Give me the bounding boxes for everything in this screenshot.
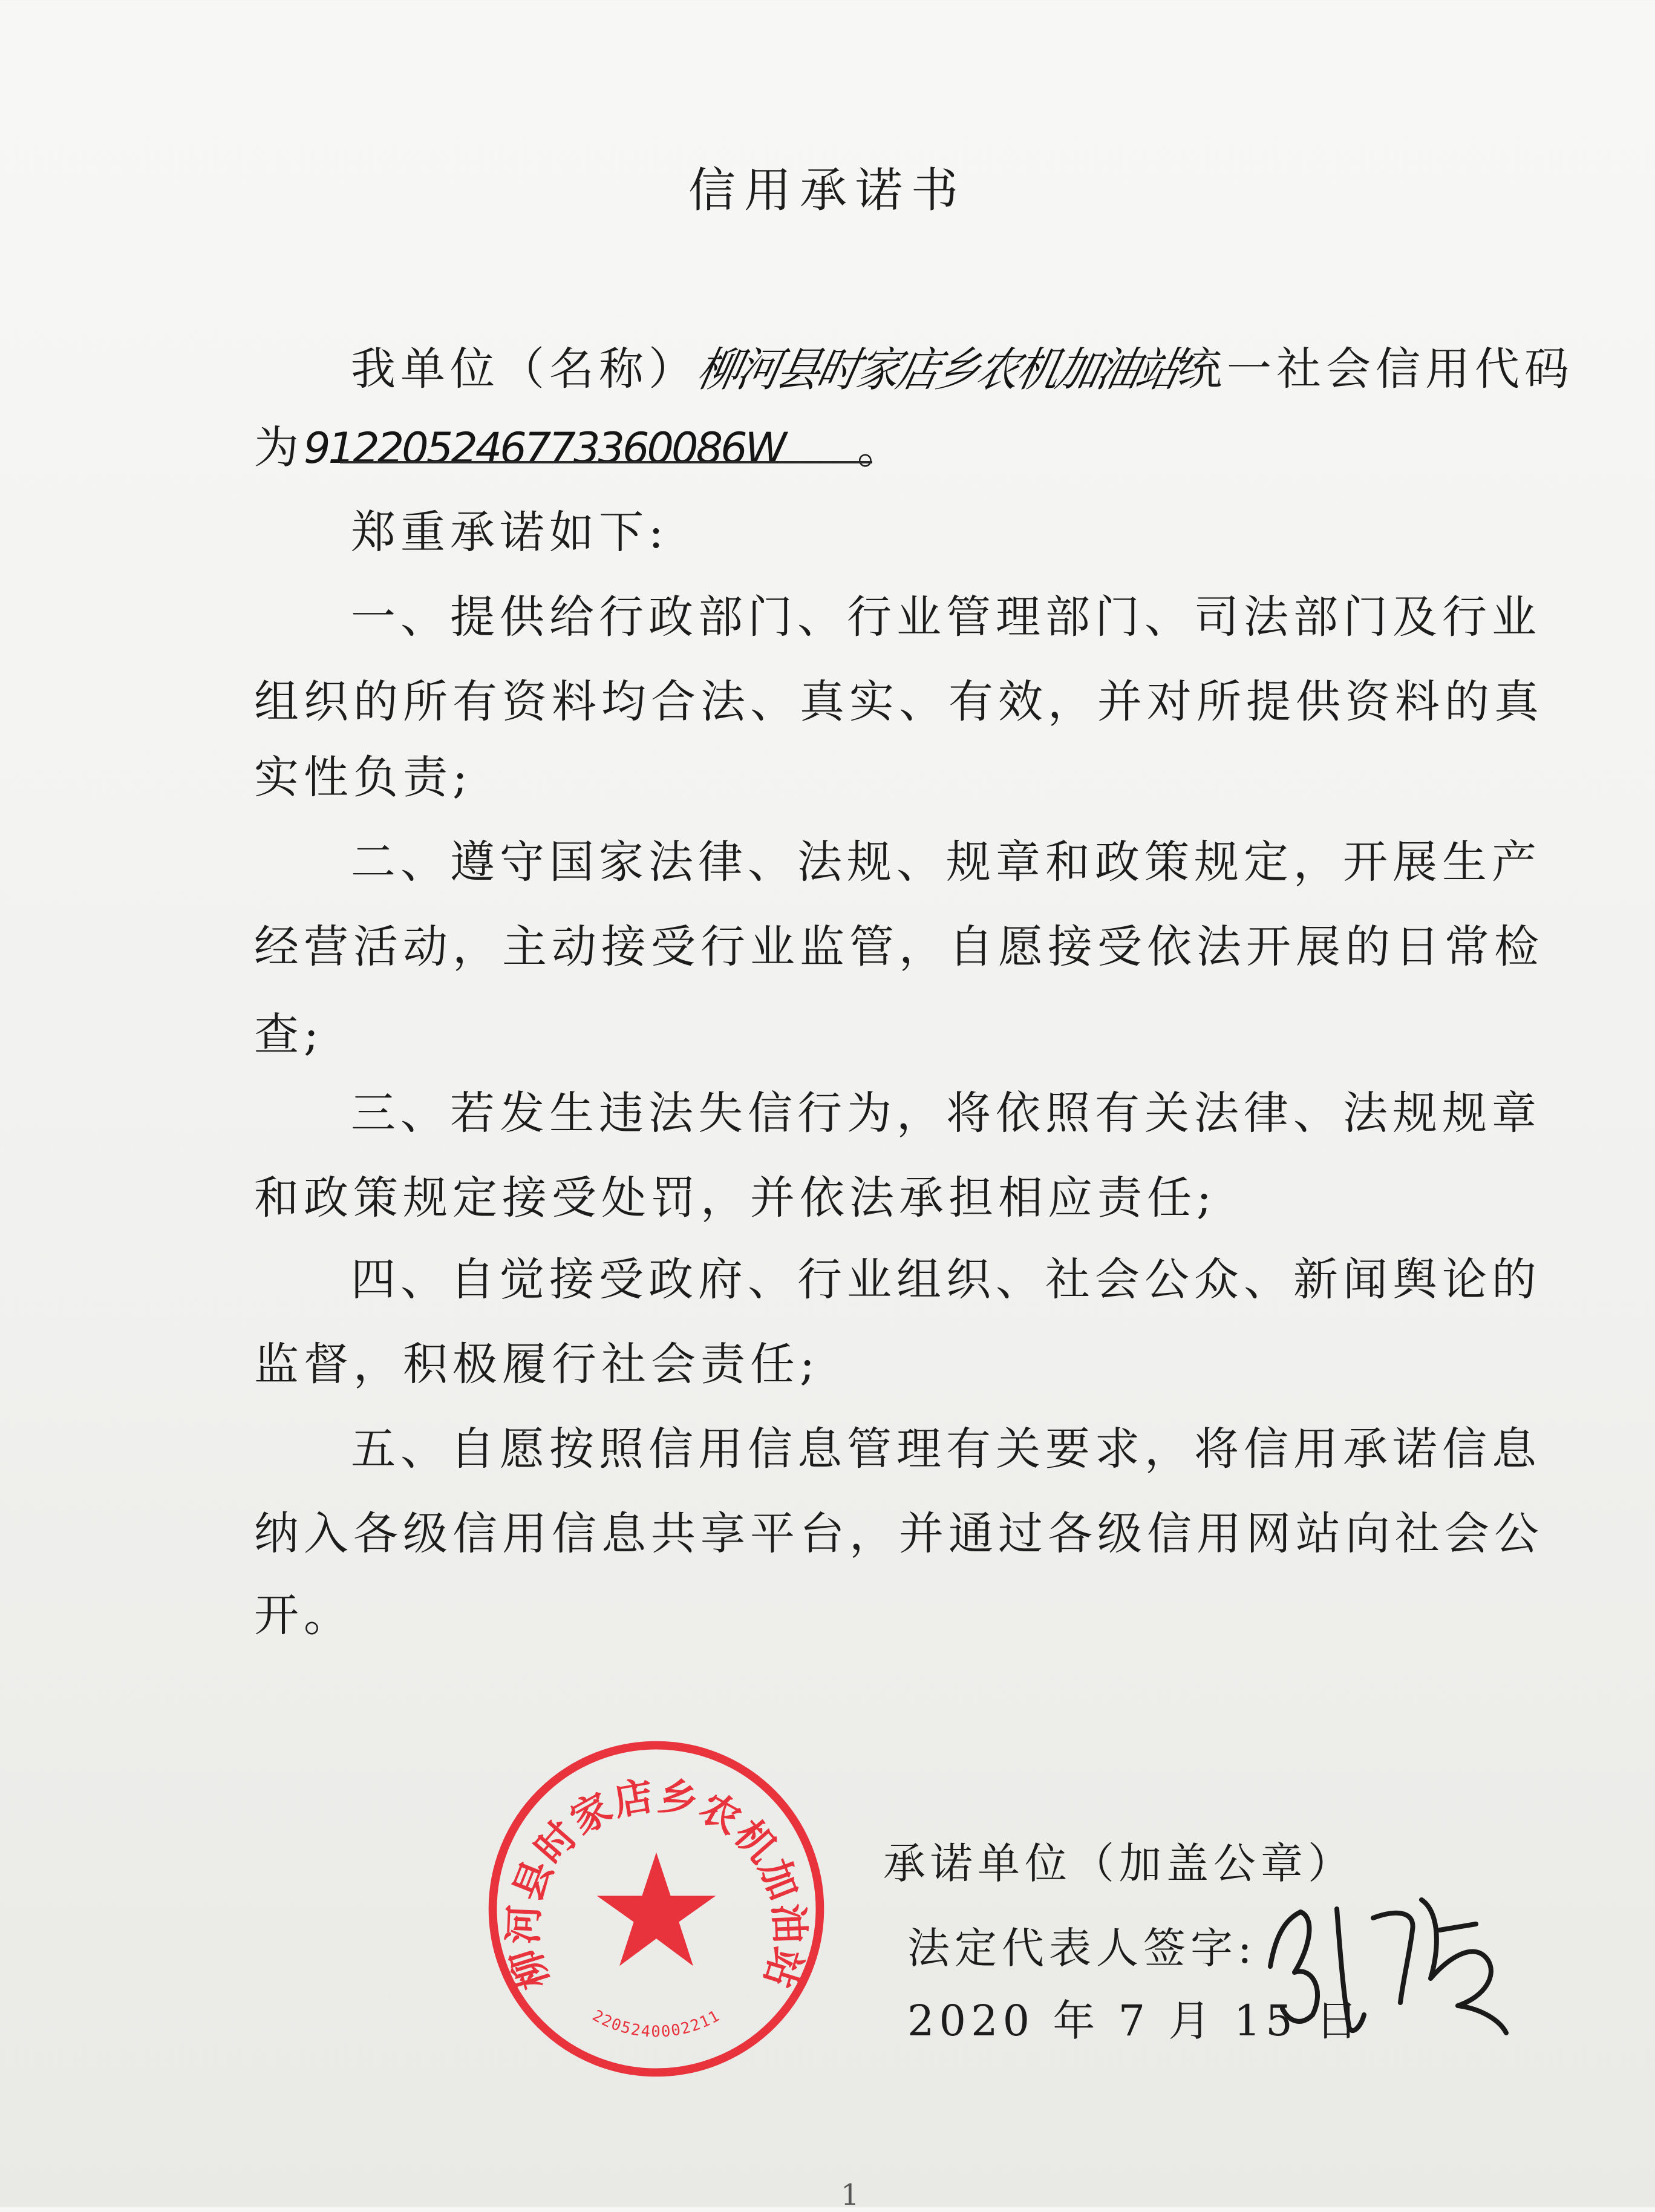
clause-line: 组织的所有资料均合法、真实、有效，并对所提供资料的真 <box>254 676 1544 728</box>
code-underline <box>340 461 872 463</box>
clause-line: 查; <box>254 1009 324 1061</box>
clause-line: 四、自觉接受政府、行业组织、社会公众、新闻舆论的 <box>351 1254 1541 1306</box>
clause-line: 和政策规定接受处罚，并依法承担相应责任; <box>254 1172 1216 1224</box>
intro-prefix: 我单位（名称） <box>351 343 698 395</box>
seal-star-icon <box>597 1853 716 1966</box>
seal-text: 柳河县时家店乡农机加油站 <box>501 1773 812 1995</box>
seal-mark <box>493 1746 820 2073</box>
credit-code-field <box>304 417 785 479</box>
handwritten-unit-name: 柳河县时家店乡农机加油站 <box>692 342 1183 398</box>
legal-rep-label: 法定代表人签字: <box>907 1923 1257 1973</box>
page-number: 1 <box>841 2178 860 2212</box>
clause-line: 三、若发生违法失信行为，将依照有关法律、法规规章 <box>351 1087 1541 1139</box>
seal-number: 2205240002211 <box>589 2006 723 2041</box>
intro-suffix: 统一社会信用代码 <box>1177 343 1574 395</box>
promise-unit-label: 承诺单位（加盖公章） <box>883 1839 1355 1888</box>
document-title: 信用承诺书 <box>688 163 967 218</box>
official-seal <box>478 1730 835 2087</box>
code-suffix: 。 <box>857 422 907 474</box>
credit-code-line <box>254 417 1458 479</box>
sign-date: 2020 年 7 月 15 日 <box>907 1996 1363 2046</box>
clause-line: 经营活动，主动接受行业监管，自愿接受依法开展的日常检 <box>254 921 1544 973</box>
clause-line: 一、提供给行政部门、行业管理部门、司法部门及行业 <box>351 591 1541 643</box>
clause-line: 纳入各级信用信息共享平台，并通过各级信用网站向社会公 <box>254 1508 1544 1560</box>
clause-line: 五、自愿按照信用信息管理有关要求，将信用承诺信息 <box>351 1423 1541 1475</box>
clause-line: 开。 <box>254 1589 353 1641</box>
clause-line: 实性负责; <box>254 751 472 803</box>
clause-line: 监督，积极履行社会责任; <box>254 1338 820 1390</box>
intro-line <box>351 339 1574 400</box>
clause-line: 二、遵守国家法律、法规、规章和政策规定，开展生产 <box>351 836 1541 888</box>
code-prefix: 为 <box>254 422 304 474</box>
commitment-lead: 郑重承诺如下: <box>351 506 668 558</box>
handwritten-signature <box>1258 1876 1512 2045</box>
handwritten-credit-code: 912205246773360086W <box>304 424 785 473</box>
